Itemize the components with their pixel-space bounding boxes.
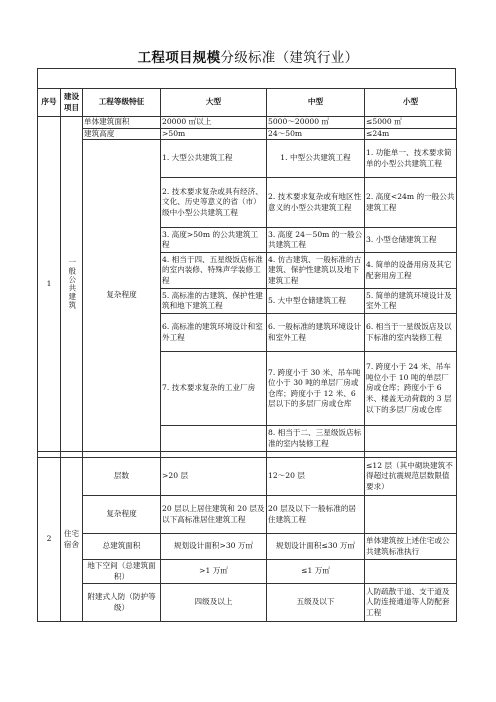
section-number: 1 <box>38 117 61 452</box>
table-row <box>38 584 457 622</box>
cell-large: 6. 高标准的建筑环境设计和室外工程 <box>161 314 267 352</box>
feature-label: 复杂程度 <box>83 496 161 534</box>
header-cell: 大型 <box>161 89 267 117</box>
cell-medium: 12～20 层 <box>267 458 365 496</box>
cell-small <box>365 426 457 452</box>
cell-small: 4. 简单的设备用房及其它配套用房工程 <box>365 253 457 289</box>
cell-large: 7. 技术要求复杂的工业厂房 <box>161 352 267 426</box>
table-row <box>38 496 457 534</box>
cell-large: 20000 ㎡以上 <box>161 117 267 129</box>
cell-medium: 24～50m <box>267 128 365 140</box>
table-row <box>38 534 457 560</box>
header-cell: 小型 <box>365 89 457 117</box>
scale-table <box>37 88 457 622</box>
feature-label: 建筑高度 <box>83 128 161 140</box>
cell-small: 人防疏散干道、支干道及人防连接通道等人防配套工程 <box>365 584 457 622</box>
cell-small: 3. 小型仓储建筑工程 <box>365 228 457 253</box>
cell-medium: 8. 相当于二、三星级饭店标准的室内装修工程 <box>267 426 365 452</box>
header-cell: 建设项目 <box>61 89 83 117</box>
cell-large: 1. 大型公共建筑工程 <box>161 140 267 178</box>
cell-large: 20 层以上居住建筑和 20 层及以下高标准居住建筑工程 <box>161 496 267 534</box>
header-cell: 中型 <box>267 89 365 117</box>
cell-small: ≤12 层（其中砌块建筑不得超过抗震规范层数限值要求） <box>365 458 457 496</box>
title-rest: 分级标准（建筑行业） <box>220 50 359 66</box>
feature-label: 总建筑面积 <box>83 534 161 560</box>
cell-medium: 4. 仿古建筑、一般标准的古建筑、保护性建筑以及地下建筑工程 <box>267 253 365 289</box>
page-title <box>0 46 496 66</box>
table-row <box>38 458 457 496</box>
header-cell: 工程等级特征 <box>83 89 161 117</box>
cell-small: ≤5000 ㎡ <box>365 117 457 129</box>
cell-small <box>365 560 457 584</box>
table-row <box>38 140 457 178</box>
table-row <box>38 117 457 129</box>
header-row <box>38 89 457 117</box>
cell-small: 1. 功能单一、技术要求简单的小型公共建筑工程 <box>365 140 457 178</box>
cell-medium: 1. 中型公共建筑工程 <box>267 140 365 178</box>
table-row <box>38 128 457 140</box>
cell-small: ≤24m <box>365 128 457 140</box>
feature-label: 附建式人防（防护等级） <box>83 584 161 622</box>
cell-medium: 规划设计面积≤30 万㎡ <box>267 534 365 560</box>
feature-label: 复杂程度 <box>83 140 161 452</box>
feature-label: 层数 <box>83 458 161 496</box>
cell-medium: ≤1 万㎡ <box>267 560 365 584</box>
cell-large: 2. 技术要求复杂或具有经济、文化、历史等意义的省（市）级中小型公共建筑工程 <box>161 178 267 228</box>
cell-small: 2. 高度<24m 的一般公共建筑工程 <box>365 178 457 228</box>
cell-medium: 五级及以下 <box>267 584 365 622</box>
cell-small: 6. 相当于一星级饭店及以下标准的室内装修工程 <box>365 314 457 352</box>
cell-medium: 5000～20000 ㎡ <box>267 117 365 129</box>
cell-large <box>161 426 267 452</box>
cell-medium: 20 层及以下一般标准的居住建筑工程 <box>267 496 365 534</box>
project-cell <box>61 117 83 452</box>
cell-small: 单体建筑按上述住宅或公共建筑标准执行 <box>365 534 457 560</box>
top-frame <box>37 68 456 88</box>
table-row <box>38 560 457 584</box>
cell-large: >20 层 <box>161 458 267 496</box>
project-name: 住宅宿舍 <box>61 458 83 622</box>
cell-medium: 6. 一般标准的建筑环境设计和室外工程 <box>267 314 365 352</box>
cell-large: 3. 高度>50m 的公共建筑工程 <box>161 228 267 253</box>
cell-medium: 3. 高度 24－50m 的一般公共建筑工程 <box>267 228 365 253</box>
cell-medium: 2. 技术要求复杂或有地区性意义的小型公共建筑工程 <box>267 178 365 228</box>
cell-small <box>365 496 457 534</box>
cell-small: 7. 跨度小于 24 米、吊车吨位小于 10 吨的单层厂房或仓库；跨度小于 6 米、楼盖无动荷载的 3 层以下的多层厂房或仓库 <box>365 352 457 426</box>
cell-large: >1 万㎡ <box>161 560 267 584</box>
cell-large: >50m <box>161 128 267 140</box>
cell-large: 4. 相当于四、五星级饭店标准的室内装修、特殊声学装修工程 <box>161 253 267 289</box>
cell-large: 规划设计面积>30 万㎡ <box>161 534 267 560</box>
header-cell: 序号 <box>38 89 61 117</box>
cell-medium: 7. 跨度小于 30 米、吊车吨位小于 30 吨的单层厂房或仓库；跨度小于 12 米、6 层以下的多层厂房或仓库 <box>267 352 365 426</box>
project-name: 一般公共建筑 <box>67 258 77 310</box>
cell-large: 5. 高标准的古建筑、保护性建筑和地下建筑工程 <box>161 289 267 314</box>
cell-small: 5. 简单的建筑环境设计及室外工程 <box>365 289 457 314</box>
feature-label: 地下空间（总建筑面积） <box>83 560 161 584</box>
cell-large: 四级及以上 <box>161 584 267 622</box>
section-number: 2 <box>38 458 61 622</box>
title-bold: 工程项目规模 <box>137 50 221 66</box>
cell-medium: 5. 大中型仓储建筑工程 <box>267 289 365 314</box>
feature-label: 单体建筑面积 <box>83 117 161 129</box>
